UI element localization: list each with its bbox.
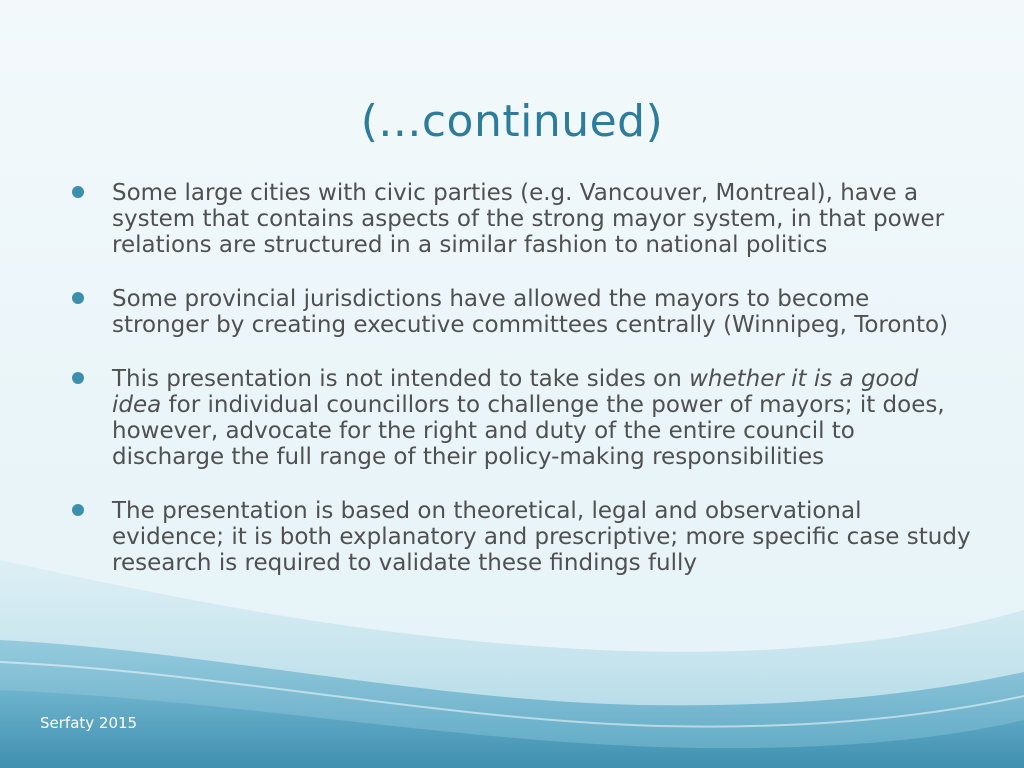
slide-title: (...continued) <box>360 96 664 147</box>
bullet-text-after: for individual councillors to challenge the power of mayors; it does, however, advocate for the right and duty of the entire council to discharge the full range of their policy-making responsibilities <box>112 392 945 470</box>
bullet-text-before: This presentation is not intended to take sides on <box>112 366 690 392</box>
bullet-dot-icon <box>72 372 84 384</box>
bullet-item <box>72 180 972 258</box>
bullet-text: Some provincial jurisdictions have allowed the mayors to become stronger by creating executive committees centrally (Winnipeg, Toronto) <box>112 286 949 338</box>
bullet-text: Some large cities with civic parties (e.g. Vancouver, Montreal), have a system that contains aspects of the strong mayor system, in that power relations are structured in a similar fashion to national politics <box>112 180 945 258</box>
footer-credit: Serfaty 2015 <box>40 714 138 732</box>
bullet-item <box>72 366 972 470</box>
bullet-text: The presentation is based on theoretical, legal and observational evidence; it is both explanatory and prescriptive; more specific case study research is required to validate these findings fully <box>112 498 971 576</box>
bullet-list <box>72 180 972 604</box>
bullet-item <box>72 286 972 338</box>
bullet-dot-icon <box>72 504 84 516</box>
bullet-dot-icon <box>72 292 84 304</box>
bullet-text-emphasis: whether it is a good idea <box>112 366 919 418</box>
bullet-text <box>112 366 945 470</box>
bullet-dot-icon <box>72 186 84 198</box>
bullet-item <box>72 498 972 576</box>
